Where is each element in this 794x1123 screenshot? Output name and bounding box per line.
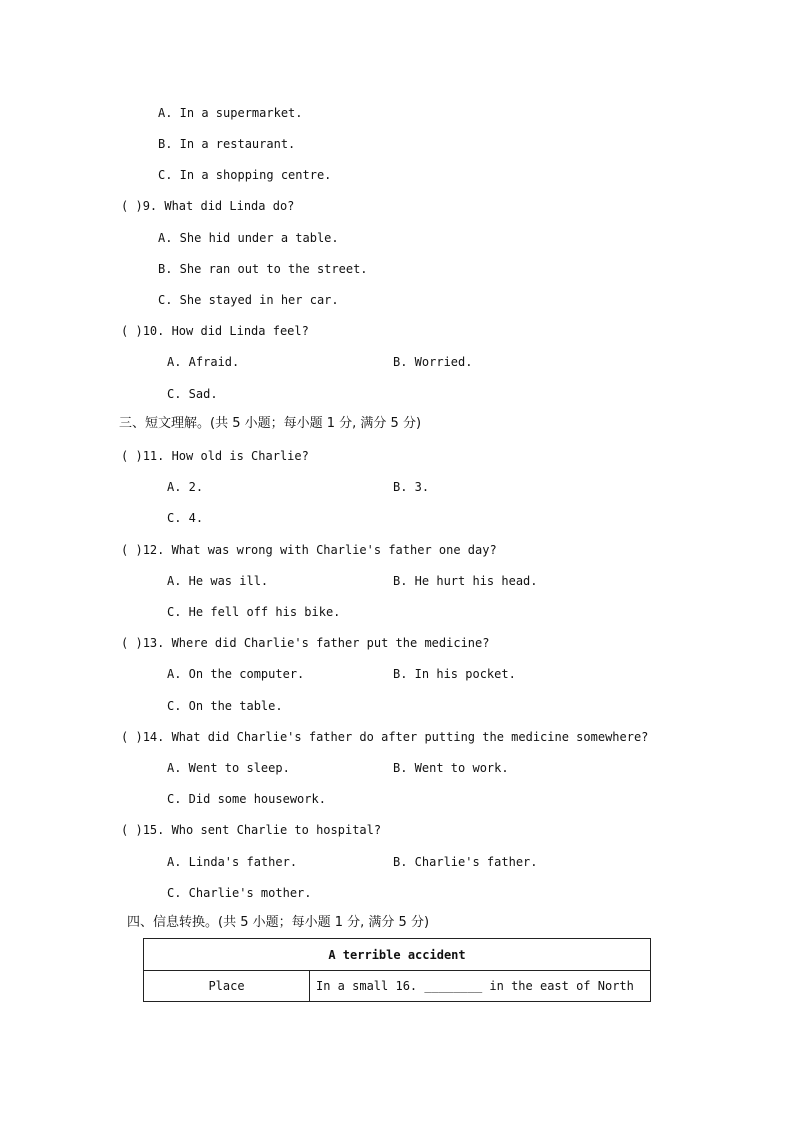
table-row-value[interactable]: In a small 16. ________ in the east of North — [310, 971, 651, 1002]
q11-option-c: C. 4. — [167, 511, 204, 525]
answer-bracket[interactable]: ( ) — [121, 543, 143, 557]
table-title-row — [144, 939, 651, 971]
question-12 — [121, 542, 497, 558]
question-15 — [121, 822, 381, 838]
q9-option-a: A. She hid under a table. — [158, 231, 339, 245]
q13-option-a: A. On the computer. — [167, 667, 305, 681]
question-11 — [121, 448, 309, 464]
table-title: A terrible accident — [144, 939, 651, 971]
q15-option-b: B. Charlie's father. — [393, 855, 538, 869]
question-text: 9. What did Linda do? — [142, 199, 295, 213]
section-3-heading: 三、短文理解。(共 5 小题；每小题 1 分, 满分 5 分) — [119, 416, 422, 431]
q8-option-b: B. In a restaurant. — [158, 137, 296, 151]
question-text: 14. What did Charlie's father do after putting the medicine somewhere? — [142, 730, 649, 744]
q12-option-b: B. He hurt his head. — [393, 574, 538, 588]
q13-option-b: B. In his pocket. — [393, 667, 516, 681]
answer-bracket[interactable]: ( ) — [121, 324, 143, 338]
q9-option-b: B. She ran out to the street. — [158, 262, 368, 276]
q12-option-c: C. He fell off his bike. — [167, 605, 341, 619]
q8-option-c: C. In a shopping centre. — [158, 168, 332, 182]
q10-option-b: B. Worried. — [393, 355, 473, 369]
section-4-heading: 四、信息转换。(共 5 小题；每小题 1 分, 满分 5 分) — [127, 915, 430, 930]
answer-bracket[interactable]: ( ) — [121, 823, 143, 837]
answer-bracket[interactable]: ( ) — [121, 449, 143, 463]
q10-option-c: C. Sad. — [167, 387, 218, 401]
question-text: 13. Where did Charlie's father put the medicine? — [142, 636, 490, 650]
answer-bracket[interactable]: ( ) — [121, 199, 143, 213]
question-9 — [121, 198, 294, 214]
question-10 — [121, 323, 309, 339]
q8-option-a: A. In a supermarket. — [158, 106, 303, 120]
q14-option-c: C. Did some housework. — [167, 792, 326, 806]
q13-option-c: C. On the table. — [167, 699, 283, 713]
question-text: 10. How did Linda feel? — [142, 324, 309, 338]
q11-option-a: A. 2. — [167, 480, 204, 494]
q14-option-b: B. Went to work. — [393, 761, 509, 775]
question-text: 12. What was wrong with Charlie's father one day? — [142, 543, 497, 557]
info-table — [143, 938, 651, 1002]
q12-option-a: A. He was ill. — [167, 574, 269, 588]
question-text: 11. How old is Charlie? — [142, 449, 309, 463]
q15-option-c: C. Charlie's mother. — [167, 886, 312, 900]
q10-option-a: A. Afraid. — [167, 355, 240, 369]
table-row-label: Place — [144, 971, 310, 1002]
q15-option-a: A. Linda's father. — [167, 855, 298, 869]
q14-option-a: A. Went to sleep. — [167, 761, 290, 775]
question-14 — [121, 729, 648, 745]
answer-bracket[interactable]: ( ) — [121, 730, 143, 744]
q11-option-b: B. 3. — [393, 480, 430, 494]
answer-bracket[interactable]: ( ) — [121, 636, 143, 650]
question-13 — [121, 635, 489, 651]
table-row — [144, 971, 651, 1002]
q9-option-c: C. She stayed in her car. — [158, 293, 339, 307]
question-text: 15. Who sent Charlie to hospital? — [142, 823, 382, 837]
